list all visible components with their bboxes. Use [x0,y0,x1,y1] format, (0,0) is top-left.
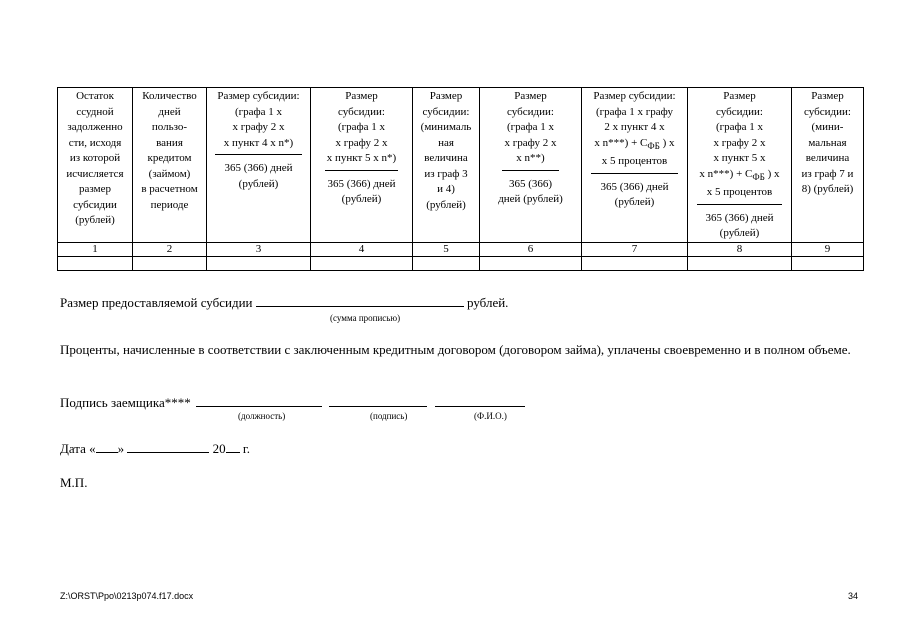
column-number-1: 1 [58,242,133,256]
data-cell-9[interactable] [792,256,864,270]
signature-line [60,394,525,411]
table-data-row [58,256,864,270]
subsidy-amount-label: Размер предоставляемой субсидии [60,295,253,310]
table-header-row [58,88,864,243]
header-cell-8: Размер субсидии: (графа 1 х х графу 2 х х пункт 5 х х $n***) + С_{ФБ}$ ) х х 5 процентов 365 (366) дней (рублей) [688,88,792,243]
column-number-9: 9 [792,242,864,256]
data-cell-5[interactable] [413,256,480,270]
signature-blank[interactable] [329,406,427,407]
column-number-2: 2 [133,242,207,256]
data-cell-4[interactable] [311,256,413,270]
column-number-3: 3 [207,242,311,256]
year-prefix: 20 [212,441,226,456]
header-cell-7: Размер субсидии: (графа 1 х графу 2 х пункт 4 х х $n***) + С_{ФБ}$ ) х х 5 процентов 365 (366) дней (рублей) [582,88,688,243]
header-cell-9: Размер субсидии: (мини- мальная величина из граф 7 и 8) (рублей) [792,88,864,243]
data-cell-3[interactable] [207,256,311,270]
subsidy-calculation-table [57,87,864,271]
month-blank[interactable] [127,452,209,453]
column-number-7: 7 [582,242,688,256]
header-cell-4: Размер субсидии: (графа 1 х х графу 2 х х пункт 5 х n*) 365 (366) дней (рублей) [311,88,413,243]
page-number: 34 [848,591,859,601]
position-caption: (должность) [238,411,286,421]
interest-paragraph: Проценты, начисленные в соответствии с заключенным кредитным договором (договором займа), уплачены своевременно и в полном объеме. [60,342,851,357]
data-cell-1[interactable] [58,256,133,270]
subsidy-amount-blank[interactable] [256,306,464,307]
data-cell-6[interactable] [480,256,582,270]
header-cell-3: Размер субсидии: (графа 1 х х графу 2 х х пункт 4 х n*) 365 (366) дней (рублей) [207,88,311,243]
year-suffix: г. [242,441,251,456]
stamp-place: М.П. [60,475,88,490]
day-blank[interactable] [96,452,118,453]
data-cell-2[interactable] [133,256,207,270]
data-cell-8[interactable] [688,256,792,270]
signature-label: Подпись заемщика**** [60,395,191,410]
full-name-caption: (Ф.И.О.) [474,411,507,421]
column-number-row [58,242,864,256]
file-path: Z:\ORST\Ppo\0213p074.f17.docx [60,591,194,601]
header-cell-1: Остаток ссудной задолженно сти, исходя из которой исчисляется размер субсидии (рублей) [58,88,133,243]
subsidy-amount-unit: рублей. [467,295,509,310]
subsidy-amount-line [60,294,508,311]
column-number-6: 6 [480,242,582,256]
date-line [60,440,250,457]
date-mid: » [117,441,125,456]
full-name-blank[interactable] [435,406,525,407]
header-cell-5: Размер субсидии: (минималь ная величина из граф 3 и 4) (рублей) [413,88,480,243]
column-number-8: 8 [688,242,792,256]
column-number-4: 4 [311,242,413,256]
header-cell-2: Количество дней пользо- вания кредитом (займом) в расчетном периоде [133,88,207,243]
date-prefix: Дата « [60,441,96,456]
column-number-5: 5 [413,242,480,256]
signature-caption: (подпись) [370,411,408,421]
position-blank[interactable] [196,406,322,407]
subsidy-amount-caption: (сумма прописью) [330,313,401,323]
year-blank[interactable] [226,452,240,453]
header-cell-6: Размер субсидии: (графа 1 х х графу 2 х х n**) 365 (366) дней (рублей) [480,88,582,243]
data-cell-7[interactable] [582,256,688,270]
